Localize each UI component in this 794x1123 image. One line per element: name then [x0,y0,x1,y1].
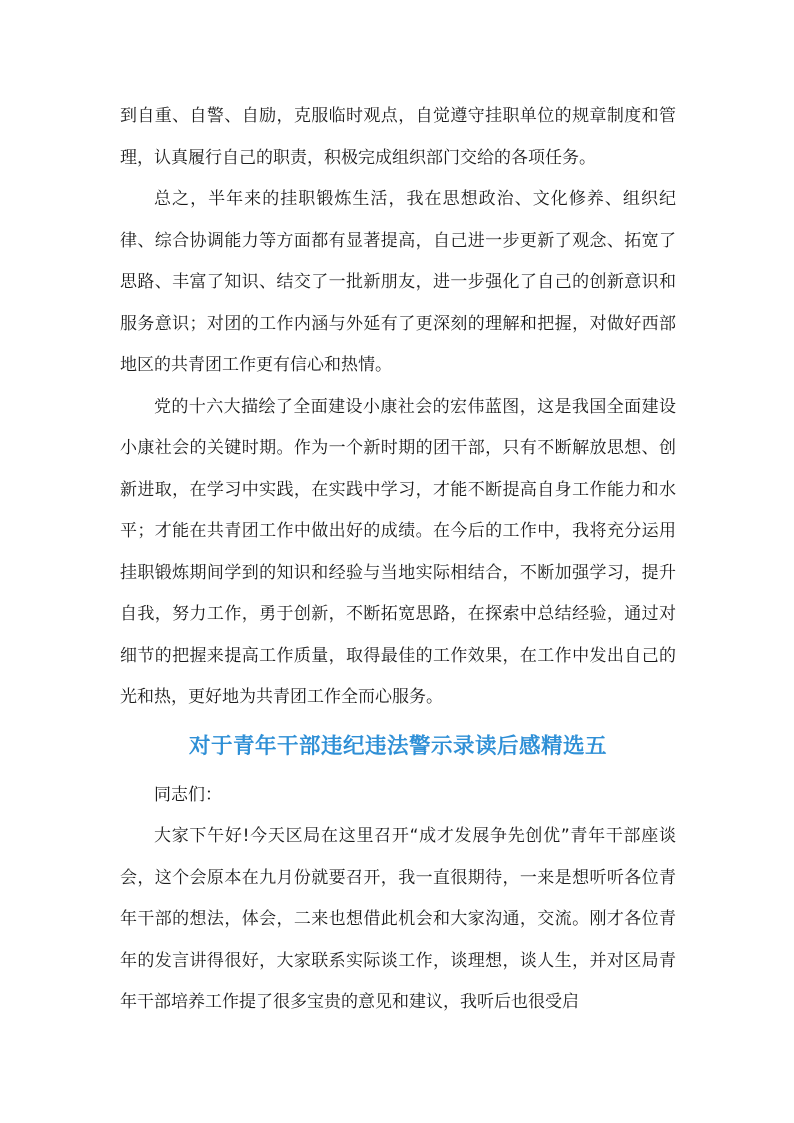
body-paragraph-3: 党的十六大描绘了全面建设小康社会的宏伟蓝图，这是我国全面建设小康社会的关键时期。作为一个新时期的团干部，只有不断解放思想、创新进取，在学习中实践，在实践中学习，才能不断提高自身工作能力和水平；才能在共青团工作中做出好的成绩。在今后的工作中，我将充分运用挂职锻炼期间学到的知识和经验与当地实际相结合，不断加强学习，提升自我，努力工作，勇于创新，不断拓宽思路，在探索中总结经验，通过对细节的把握来提高工作质量，取得最佳的工作效果，在工作中发出自己的光和热，更好地为共青团工作全而心服务。 [120,396,676,707]
body-paragraph-1: 到自重、自警、自励，克服临时观点，自觉遵守挂职单位的规章制度和管理，认真履行自己的职责，积极完成组织部门交给的各项任务。 [120,106,676,168]
body-paragraph-4: 大家下午好!今天区局在这里召开“成才发展争先创优”青年干部座谈会，这个会原本在九月份就要召开，我一直很期待，一来是想听听各位青年干部的想法，体会，二来也想借此机会和大家沟通，交流。刚才各位青年的发言讲得很好，大家联系实际谈工作，谈理想，谈人生，并对区局青年干部培养工作提了很多宝贵的意见和建议，我听后也很受启 [120,826,676,1012]
document-page [120,96,676,1024]
greeting: 同志们： [154,784,222,805]
body-paragraph-2: 总之，半年来的挂职锻炼生活，我在思想政治、文化修养、组织纪律、综合协调能力等方面都有显著提高，自己进一步更新了观念、拓宽了思路、丰富了知识、结交了一批新朋友，进一步强化了自己的创新意识和服务意识；对团的工作内涵与外延有了更深刻的理解和把握，对做好西部地区的共青团工作更有信心和热情。 [120,189,676,375]
section-heading: 对于青年干部违纪违法警示录读后感精选五 [188,733,607,759]
